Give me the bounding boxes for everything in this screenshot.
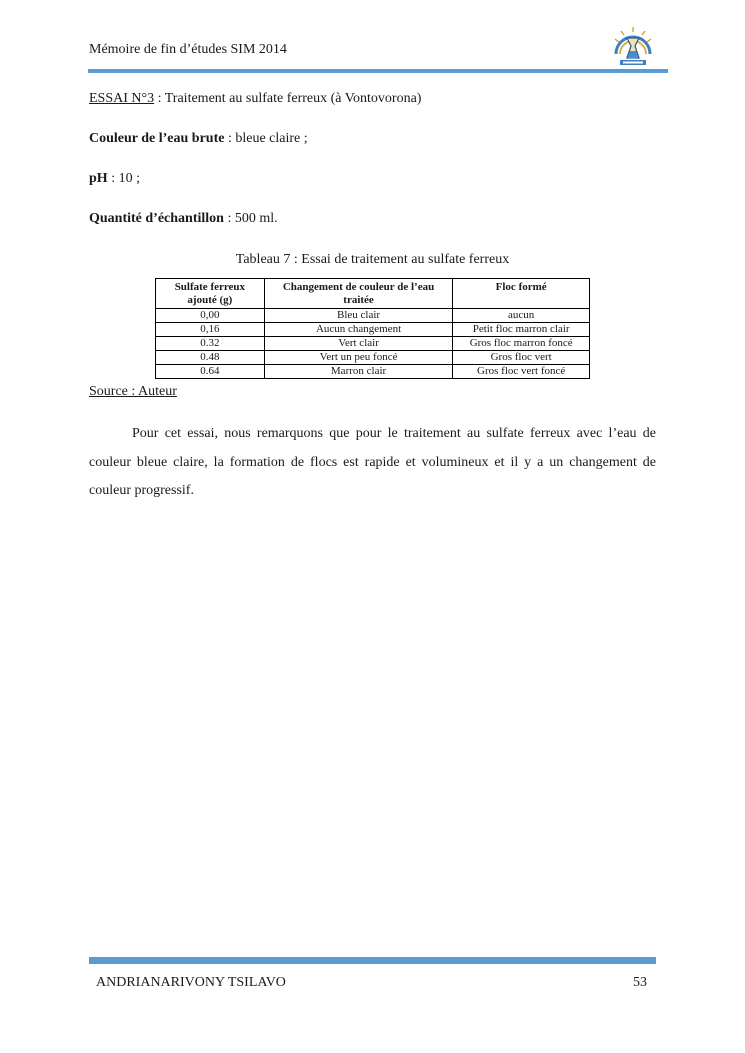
quantite-value: : 500 ml. [223,211,278,226]
table-cell: Gros floc vert [453,351,590,365]
table-cell: Vert clair [264,337,453,351]
table-cell: 0,16 [156,323,265,337]
header-title: Mémoire de fin d’études SIM 2014 [89,42,287,57]
table-cell: Gros floc vert foncé [453,365,590,379]
footer-rule [89,957,656,964]
column-header: Changement de couleur de l’eau traitée [264,279,453,309]
table-row [156,351,590,365]
essai-title: : Traitement au sulfate ferreux (à Vontovorona) [154,91,422,106]
results-table [155,278,590,379]
essai-label: ESSAI N°3 [89,91,155,106]
essai-heading [89,91,421,107]
table-caption-text: Tableau 7 : Essai de traitement au sulfate ferreux [235,252,510,267]
table-header-row [156,279,590,309]
ph-line [89,171,140,187]
table-cell: 0,00 [156,309,265,323]
footer-author: ANDRIANARIVONY TSILAVO [96,975,286,990]
couleur-line [89,131,308,147]
header-rule [88,69,668,73]
school-logo-icon [612,24,654,68]
table-cell: Petit floc marron clair [453,323,590,337]
ph-value: : 10 ; [107,171,140,186]
table-row [156,309,590,323]
table-row [156,365,590,379]
quantite-label: Quantité d’échantillon [89,211,224,226]
table-source: Source : Auteur [89,384,177,399]
table-cell: 0.32 [156,337,265,351]
table-row [156,323,590,337]
column-header: Floc formé [453,279,590,309]
table-cell: aucun [453,309,590,323]
column-header: Sulfate ferreux ajouté (g) [156,279,265,309]
table-cell: Vert un peu foncé [264,351,453,365]
table-cell: Bleu clair [264,309,453,323]
table-cell: Gros floc marron foncé [453,337,590,351]
couleur-value: : bleue claire ; [224,131,308,146]
table-row [156,337,590,351]
body-paragraph [89,420,656,506]
table-cell: Aucun changement [264,323,453,337]
table-cell: 0.64 [156,365,265,379]
ph-label: pH [89,171,108,186]
quantite-line [89,211,278,227]
couleur-label: Couleur de l’eau brute [89,131,225,146]
page-number: 53 [633,975,647,990]
table-cell: 0.48 [156,351,265,365]
paragraph-text: Pour cet essai, nous remarquons que pour le traitement au sulfate ferreux avec l’eau de couleur bleue claire, la formation de flocs est rapide et volumineux et il y a un changement de couleur progressif. [89,426,656,498]
table-cell: Marron clair [264,365,453,379]
table-caption [0,252,745,268]
